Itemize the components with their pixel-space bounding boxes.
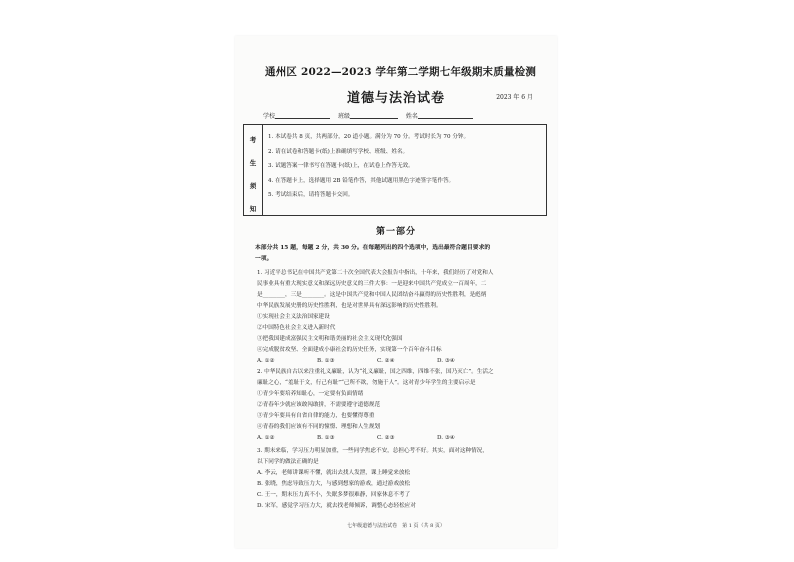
answer-option: B. 张晓，焦虑导致压力大，与感到想家的游戏，通过游戏放松: [257, 481, 411, 487]
choice: ③把我国建成富强民主文明和谐美丽的社会主义现代化强国: [257, 336, 403, 342]
class-label: 班级: [337, 113, 350, 120]
candidate-notice-box: [243, 124, 547, 216]
choice: ②青春年少就应该敢闯敢拼，不需要遵守道德规范: [257, 402, 381, 408]
section-intro: 本部分共 15 题，每题 2 分，共 30 分。在每题列出的四个选项中，选出最符合题目要求的 一项。: [255, 245, 491, 262]
question-1: 1. 习近平总书记在中国共产党第二十次全国代表大会报告中指出，十年来，我们经历了对党和人 民事业具有重大现实意义和深远历史意义的三件大事：一是迎来中国共产党成立一百周年，二 是________，三是________。这是中国共产党和中国人民团结奋斗赢得的历史性胜利，是彪炳 中华民族发展史册的历史性胜利，也是对世界具有深远影响的历史性胜利。 ①实现社会主义法治国家建设 ②中国特色社会主义进入新时代 ③把我国建成富强民主文明和谐美丽的社会主义现代化强国 ④完成脱贫攻坚、全面建成小康社会的历史任务，实现第一个百年奋斗目标 A. ①② B. ①③ C. ②④ D. ③④: [257, 268, 547, 367]
choice: ②中国特色社会主义进入新时代: [257, 325, 336, 331]
notice-item: 2. 请在试卷和答题卡(纸)上准确填写学校、班级、姓名。: [268, 148, 409, 155]
choice: ④完成脱贫攻坚、全面建成小康社会的历史任务，实现第一个百年奋斗目标: [257, 347, 442, 353]
choice: ①青少年要培养知耻心，一定要有负面情绪: [257, 391, 364, 397]
section-title: 第一部分: [375, 227, 416, 237]
exam-date: 2023 年 6 月: [496, 94, 533, 101]
school-label: 学校: [263, 113, 276, 120]
notice-item: 4. 在答题卡上，选择题用 2B 铅笔作答，其他试题用黑色字迹签字笔作答。: [268, 177, 455, 184]
answer-option: D. 宋军，感觉学习压力大，就去找老师倾诉，调整心态轻松应对: [257, 503, 416, 509]
question-2: 2. 中华民族自古以来注重礼义廉耻，认为“礼义廉耻，国之四维，四维不张，国乃灭亡”。生活之 廉耻之心，“羞耻于文，行己有耻”“己所不欲，勿施于人”。这对青少年学生的主要启示是 ①青少年要培养知耻心，一定要有负面情绪 ②青春年少就应该敢闯敢拼，不需要遵守道德规范 ③青少年要具有自省自律的能力，也要懂得尊重 ④青春的我们应该有不同的憧憬、理想和人生规划 A. ①② B. ①③ C. ②③ D. ③④: [257, 367, 547, 444]
answer-options: A. ①② B. ①③ C. ②④ D. ③④: [257, 358, 455, 364]
choice: ③青少年要具有自省自律的能力，也要懂得尊重: [257, 413, 375, 419]
name-label: 姓名: [405, 113, 418, 120]
notice-items: [268, 130, 469, 203]
notice-item: 5. 考试结束后，请将答题卡交回。: [268, 192, 354, 198]
notice-label: 考 生 须 知: [244, 125, 263, 215]
choice: ④青春的我们应该有不同的憧憬、理想和人生规划: [257, 424, 381, 430]
choice: ①实现社会主义法治国家建设: [257, 314, 330, 320]
answer-options: A. ①② B. ①③ C. ②③ D. ③④: [257, 435, 455, 441]
notice-item: 1. 本试卷共 8 页，共两部分，20 道小题。满分为 70 分。考试时长为 70 分钟。: [268, 134, 470, 140]
page-footer: 七年级道德与法治试卷 第 1 页（共 8 页）: [347, 523, 445, 529]
name-blank: [418, 111, 473, 119]
subject-title: 道德与法治试卷: [346, 91, 445, 106]
student-info-fields: [263, 111, 479, 120]
question-3: 3. 期末来临，学习压力明显加重，一些同学焦虑不安，总担心考不好。其实，面对这种情况， 以下同学的做法正确的是 A. 李云，老师讲课听不懂，就出去找人发泄，课上睡觉来放松 B. 张晓，焦虑导致压力大，与感到想家的游戏，通过游戏放松 C. 王一，期末压力真不小，失眠多梦很难静，回家休息不考了 D. 宋军，感觉学习压力大，就去找老师倾诉，调整心态轻松应对: [257, 446, 547, 512]
exam-page: [235, 36, 557, 548]
exam-title: 通州区 2022—2023 学年第二学期七年级期末质量检测: [265, 66, 537, 78]
class-blank: [350, 111, 398, 119]
answer-option: A. 李云，老师讲课听不懂，就出去找人发泄，课上睡觉来放松: [257, 470, 411, 476]
school-blank: [275, 111, 330, 119]
notice-item: 3. 试题答案一律书写在答题卡(纸)上，在试卷上作答无效。: [268, 163, 414, 169]
answer-option: C. 王一，期末压力真不小，失眠多梦很难静，回家休息不考了: [257, 492, 411, 498]
